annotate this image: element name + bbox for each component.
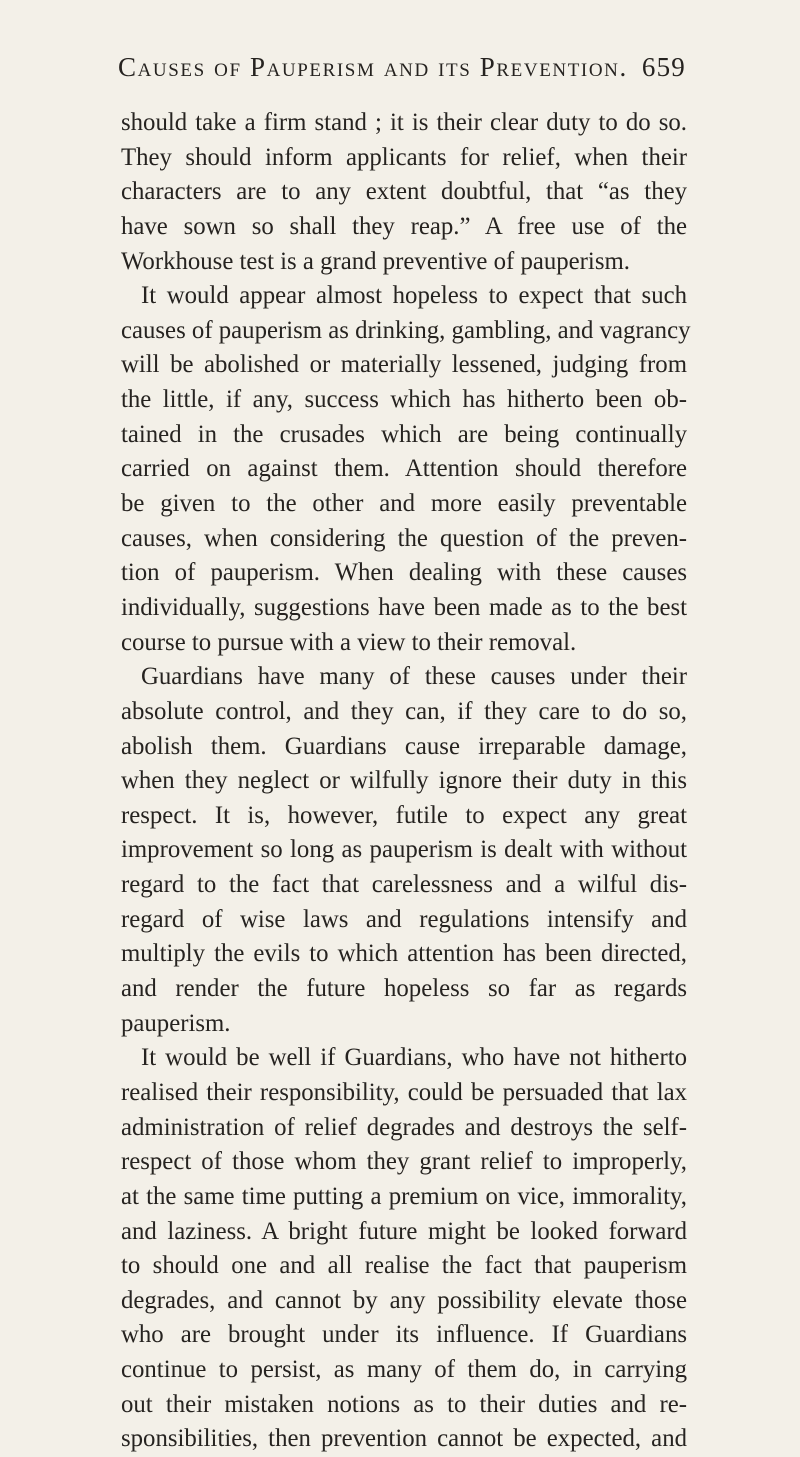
text-line: tion of pauperism. When dealing with these causes (121, 559, 687, 587)
text-line: causes, when considering the question of the preven- (121, 524, 687, 552)
text-line: have sown so shall they reap.” A free use of the (121, 212, 687, 240)
text-line: tained in the crusades which are being continually (121, 420, 687, 448)
page-number: 659 (641, 52, 686, 82)
text-line: be given to the other and more easily preventable (121, 490, 687, 518)
text-line: when they neglect or wilfully ignore their duty in this (121, 767, 687, 795)
text-line: improvement so long as pauperism is dealt with without (121, 836, 687, 864)
text-line: and laziness. A bright future might be looked forward (121, 1217, 687, 1245)
text-line: will be abolished or materially lessened, judging from (121, 351, 687, 379)
text-line: respect of those whom they grant relief to improperly, (121, 1148, 687, 1176)
text-line: regard of wise laws and regulations intensify and (121, 905, 687, 933)
text-line: individually, suggestions have been made as to the best (121, 593, 687, 621)
text-line: absolute control, and they can, if they care to do so, (121, 697, 687, 725)
text-line: characters are to any extent doubtful, that “as they (121, 178, 687, 206)
text-line: causes of pauperism as drinking, gambling, and vagrancy (121, 316, 691, 344)
paragraph-first-line: Guardians have many of these causes under their (141, 663, 687, 691)
text-line: out their mistaken notions as to their duties and re- (121, 1390, 687, 1418)
text-line: abolish them. Guardians cause irreparable damage, (121, 732, 687, 760)
text-line: Workhouse test is a grand preventive of pauperism. (121, 247, 630, 275)
text-line: pauperism. (121, 1009, 231, 1037)
text-line: continue to persist, as many of them do, in carrying (121, 1356, 687, 1384)
text-line: multiply the evils to which attention has been directed, (121, 940, 687, 968)
text-line: realised their responsibility, could be persuaded that lax (121, 1078, 687, 1106)
text-line: carried on against them. Attention should therefore (121, 455, 687, 483)
running-head (118, 52, 686, 92)
body-text (121, 106, 691, 1457)
paragraph-first-line: It would appear almost hopeless to expect that such (141, 282, 687, 310)
text-line: and render the future hopeless so far as regards (121, 975, 687, 1003)
text-line: administration of relief degrades and destroys the self- (121, 1113, 687, 1141)
text-line: should take a firm stand ; it is their clear duty to do so. (121, 109, 687, 136)
text-line: the little, if any, success which has hitherto been ob- (121, 386, 687, 414)
text-line: sponsibilities, then prevention cannot be expected, and (121, 1425, 687, 1453)
text-line: course to pursue with a view to their removal. (121, 628, 577, 656)
text-line: at the same time putting a premium on vice, immorality, (121, 1182, 687, 1210)
text-line: degrades, and cannot by any possibility elevate those (121, 1286, 687, 1314)
text-line: who are brought under its influence. If Guardians (121, 1321, 687, 1349)
text-line: regard to the fact that carelessness and a wilful dis- (121, 871, 687, 899)
running-head-title: Causes of Pauperism and its Prevention. (118, 52, 628, 82)
paragraph-first-line: It would be well if Guardians, who have not hitherto (141, 1044, 687, 1072)
text-line: They should inform applicants for relief, when their (121, 143, 687, 171)
text-line: to should one and all realise the fact that pauperism (121, 1252, 687, 1280)
text-line: respect. It is, however, futile to expect any great (121, 801, 687, 829)
